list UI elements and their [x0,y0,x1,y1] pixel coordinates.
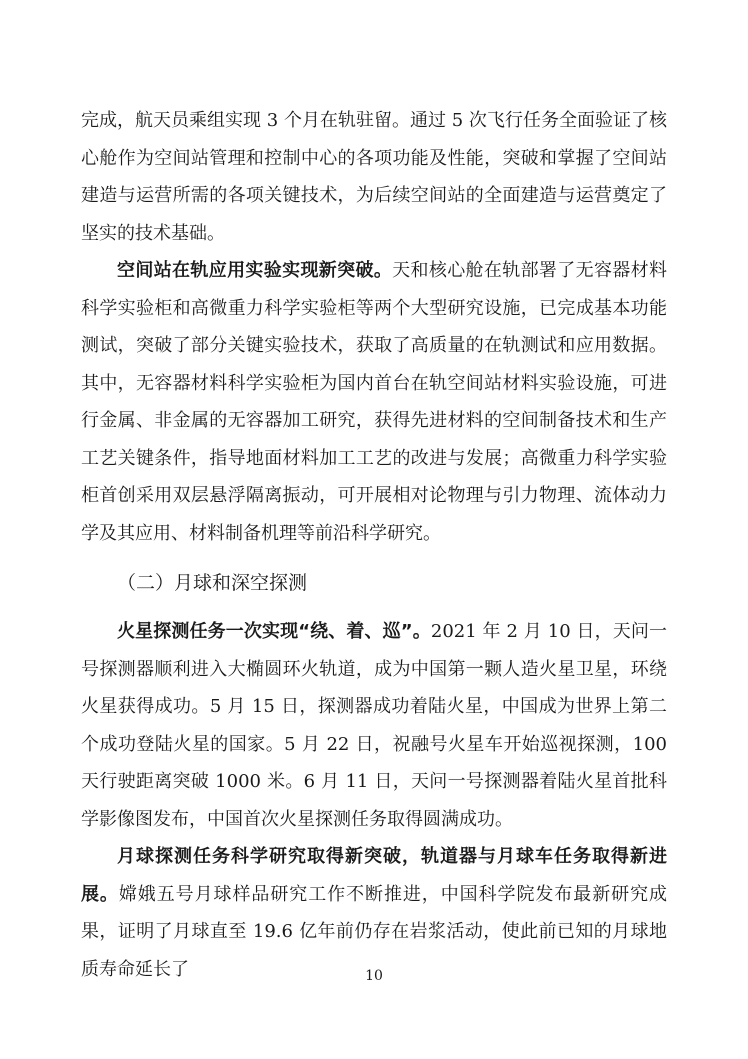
section-heading: （二）月球和深空探测 [117,572,308,594]
paragraph-continuation [81,102,667,252]
paragraph-lead: 火星探测任务一次实现“绕、着、巡”。 [117,621,431,642]
document-body [81,102,667,988]
paragraph-text: 完成，航天员乘组实现 3 个月在轨驻留。通过 5 次飞行任务全面验证了核心舱作为空间站管理和控制中心的各项功能及性能，突破和掌握了空间站建造与运营所需的各项关键技术，为后续空间站的全面建造与运营奠定了坚实的技术基础。 [81,110,667,244]
paragraph-lead: 空间站在轨应用实验实现新突破。 [117,260,393,281]
page-number: 10 [365,968,383,984]
paragraph-text: 2021 年 2 月 10 日，天问一号探测器顺利进入大椭圆环火轨道，成为中国第一颗人造火星卫星，环绕火星获得成功。5 月 15 日，探测器成功着陆火星，中国成为世界上第二个成功登陆火星的国家。5 月 22 日，祝融号火星车开始巡视探测，100 天行驶距离突破 1000 米。6 月 11 日，天问一号探测器着陆火星首批科学影像图发布，中国首次火星探测任务取得圆满成功。 [81,621,667,830]
paragraph-space-station-experiments [81,252,667,552]
paragraph-lead: 月球探测任务科学研究取得新突破，轨道器与月球车任务取得新进展。 [81,846,667,905]
paragraph-text: 嫦娥五号月球样品研究工作不断推进，中国科学院发布最新研究成果，证明了月球直至 19.6 亿年前仍存在岩浆活动，使此前已知的月球地质寿命延长了 [81,883,668,980]
paragraph-text: 天和核心舱在轨部署了无容器材料科学实验柜和高微重力科学实验柜等两个大型研究设施，已完成基本功能测试，突破了部分关键实验技术，获取了高质量的在轨测试和应用数据。其中，无容器材料科学实验柜为国内首台在轨空间站材料实验设施，可进行金属、非金属的无容器加工研究，获得先进材料的空间制备技术和生产工艺关键条件，指导地面材料加工工艺的改进与发展；高微重力科学实验柜首创采用双层悬浮隔离振动，可开展相对论物理与引力物理、流体动力学及其应用、材料制备机理等前沿科学研究。 [81,260,667,544]
paragraph-mars-mission [81,613,667,838]
